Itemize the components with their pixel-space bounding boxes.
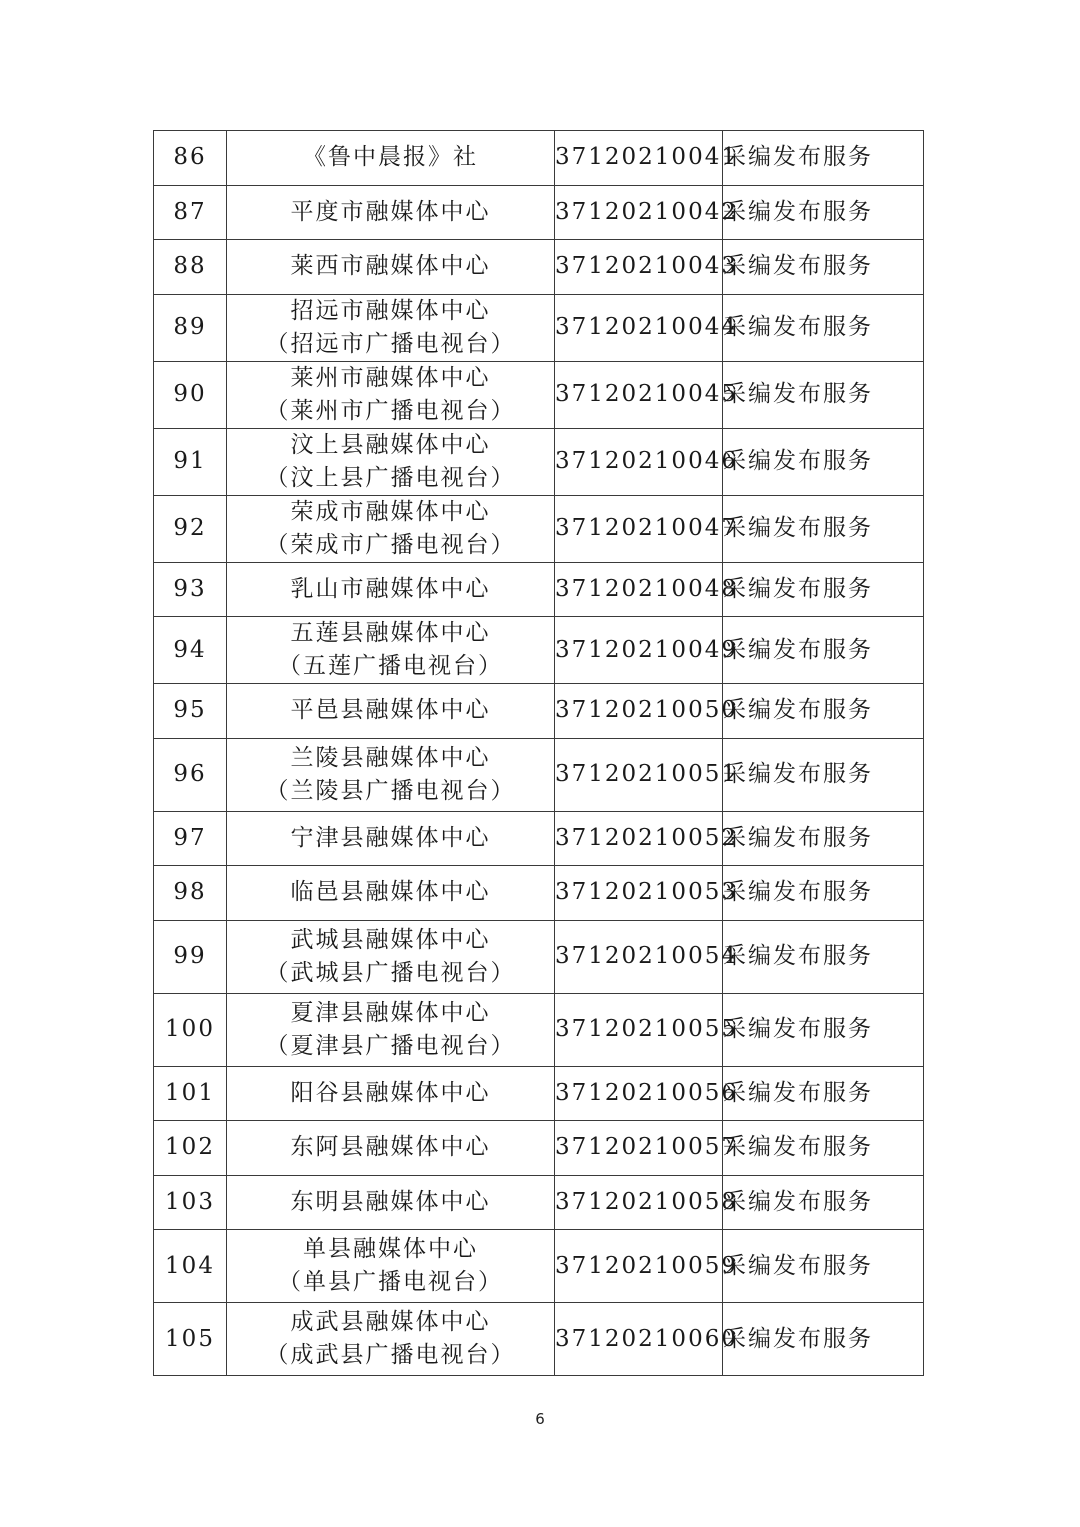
organization-name bbox=[227, 361, 555, 428]
license-code: 37120210041 bbox=[555, 131, 723, 186]
organization-name-line: 东阿县融媒体中心 bbox=[290, 1134, 491, 1161]
organization-alias-line: （单县广播电视台） bbox=[278, 1269, 503, 1295]
service-type: 采编发布服务 bbox=[723, 684, 924, 739]
table-row bbox=[154, 361, 924, 428]
service-type: 采编发布服务 bbox=[723, 866, 924, 921]
organization-name bbox=[227, 866, 555, 921]
license-code: 37120210047 bbox=[555, 495, 723, 562]
organization-alias-line: （武城县广播电视台） bbox=[265, 959, 516, 986]
organization-name bbox=[227, 1303, 555, 1376]
row-number: 95 bbox=[154, 684, 227, 739]
row-number: 96 bbox=[154, 738, 227, 811]
organization-name bbox=[227, 617, 555, 684]
row-number: 99 bbox=[154, 920, 227, 993]
organization-alias-line: （荣成市广播电视台） bbox=[265, 531, 516, 558]
table-row bbox=[154, 684, 924, 739]
organization-alias-line: （夏津县广播电视台） bbox=[265, 1032, 516, 1059]
organization-name bbox=[227, 428, 555, 495]
service-type: 采编发布服务 bbox=[723, 738, 924, 811]
license-code: 37120210049 bbox=[555, 617, 723, 684]
row-number: 103 bbox=[154, 1175, 227, 1230]
table-row bbox=[154, 562, 924, 617]
license-code: 37120210045 bbox=[555, 361, 723, 428]
organization-name-line: 单县融媒体中心 bbox=[303, 1236, 478, 1262]
row-number: 105 bbox=[154, 1303, 227, 1376]
service-type: 采编发布服务 bbox=[723, 185, 924, 240]
table-row bbox=[154, 738, 924, 811]
service-type: 采编发布服务 bbox=[723, 361, 924, 428]
organization-name bbox=[227, 294, 555, 361]
row-number: 87 bbox=[154, 185, 227, 240]
license-code: 37120210048 bbox=[555, 562, 723, 617]
organization-name-line: 夏津县融媒体中心 bbox=[290, 999, 491, 1026]
license-code: 37120210046 bbox=[555, 428, 723, 495]
organization-alias-line: （成武县广播电视台） bbox=[265, 1342, 516, 1368]
service-type: 采编发布服务 bbox=[723, 1066, 924, 1121]
row-number: 91 bbox=[154, 428, 227, 495]
license-code: 37120210042 bbox=[555, 185, 723, 240]
organization-name bbox=[227, 811, 555, 866]
row-number: 90 bbox=[154, 361, 227, 428]
table-row bbox=[154, 811, 924, 866]
row-number: 86 bbox=[154, 131, 227, 186]
organization-alias-line: （汶上县广播电视台） bbox=[265, 464, 516, 491]
table-row bbox=[154, 1303, 924, 1376]
organization-name-line: 五莲县融媒体中心 bbox=[290, 620, 491, 646]
organization-name-line: 汶上县融媒体中心 bbox=[290, 431, 491, 458]
organization-name bbox=[227, 738, 555, 811]
service-type: 采编发布服务 bbox=[723, 1121, 924, 1176]
service-type: 采编发布服务 bbox=[723, 562, 924, 617]
service-type: 采编发布服务 bbox=[723, 294, 924, 361]
license-code: 37120210055 bbox=[555, 993, 723, 1066]
organization-name bbox=[227, 562, 555, 617]
organization-name bbox=[227, 684, 555, 739]
row-number: 100 bbox=[154, 993, 227, 1066]
service-type: 采编发布服务 bbox=[723, 617, 924, 684]
row-number: 88 bbox=[154, 240, 227, 295]
organization-name-line: 平邑县融媒体中心 bbox=[290, 697, 491, 724]
table-row bbox=[154, 240, 924, 295]
table-row bbox=[154, 1066, 924, 1121]
row-number: 98 bbox=[154, 866, 227, 921]
row-number: 97 bbox=[154, 811, 227, 866]
row-number: 93 bbox=[154, 562, 227, 617]
service-type: 采编发布服务 bbox=[723, 1175, 924, 1230]
service-type: 采编发布服务 bbox=[723, 1303, 924, 1376]
organization-name bbox=[227, 131, 555, 186]
organization-name-line: 《鲁中晨报》社 bbox=[303, 144, 478, 171]
organization-name-line: 莱西市融媒体中心 bbox=[290, 253, 491, 280]
service-type: 采编发布服务 bbox=[723, 428, 924, 495]
organization-alias-line: （五莲广播电视台） bbox=[278, 653, 503, 679]
table-row bbox=[154, 495, 924, 562]
service-type: 采编发布服务 bbox=[723, 1230, 924, 1303]
license-code: 37120210050 bbox=[555, 684, 723, 739]
table-row bbox=[154, 1121, 924, 1176]
organization-name-line: 临邑县融媒体中心 bbox=[290, 879, 491, 906]
row-number: 101 bbox=[154, 1066, 227, 1121]
table-row bbox=[154, 993, 924, 1066]
row-number: 89 bbox=[154, 294, 227, 361]
row-number: 102 bbox=[154, 1121, 227, 1176]
license-code: 37120210060 bbox=[555, 1303, 723, 1376]
table-row bbox=[154, 1175, 924, 1230]
row-number: 94 bbox=[154, 617, 227, 684]
registry-table bbox=[153, 130, 924, 1376]
table-row bbox=[154, 920, 924, 993]
service-type: 采编发布服务 bbox=[723, 920, 924, 993]
organization-alias-line: （招远市广播电视台） bbox=[265, 330, 516, 357]
page-number: 6 bbox=[535, 1410, 545, 1428]
organization-name bbox=[227, 1121, 555, 1176]
organization-name bbox=[227, 993, 555, 1066]
organization-name bbox=[227, 920, 555, 993]
organization-name-line: 武城县融媒体中心 bbox=[290, 926, 491, 953]
table-row bbox=[154, 185, 924, 240]
table-row bbox=[154, 131, 924, 186]
table-row bbox=[154, 428, 924, 495]
organization-name-line: 莱州市融媒体中心 bbox=[290, 364, 491, 391]
license-code: 37120210044 bbox=[555, 294, 723, 361]
license-code: 37120210056 bbox=[555, 1066, 723, 1121]
organization-name bbox=[227, 1175, 555, 1230]
row-number: 92 bbox=[154, 495, 227, 562]
organization-name-line: 平度市融媒体中心 bbox=[290, 198, 491, 225]
table-row bbox=[154, 1230, 924, 1303]
organization-name-line: 招远市融媒体中心 bbox=[290, 297, 491, 324]
license-code: 37120210043 bbox=[555, 240, 723, 295]
table-row bbox=[154, 294, 924, 361]
organization-name-line: 宁津县融媒体中心 bbox=[290, 824, 491, 851]
organization-name bbox=[227, 240, 555, 295]
organization-name bbox=[227, 185, 555, 240]
license-code: 37120210059 bbox=[555, 1230, 723, 1303]
organization-alias-line: （莱州市广播电视台） bbox=[265, 397, 516, 424]
license-code: 37120210058 bbox=[555, 1175, 723, 1230]
table-row bbox=[154, 617, 924, 684]
license-code: 37120210051 bbox=[555, 738, 723, 811]
service-type: 采编发布服务 bbox=[723, 495, 924, 562]
license-code: 37120210052 bbox=[555, 811, 723, 866]
organization-name-line: 成武县融媒体中心 bbox=[290, 1309, 491, 1335]
organization-name-line: 东明县融媒体中心 bbox=[290, 1188, 491, 1215]
organization-name bbox=[227, 1066, 555, 1121]
organization-name-line: 阳谷县融媒体中心 bbox=[290, 1079, 491, 1106]
organization-name bbox=[227, 495, 555, 562]
table-row bbox=[154, 866, 924, 921]
organization-name-line: 乳山市融媒体中心 bbox=[290, 575, 491, 602]
service-type: 采编发布服务 bbox=[723, 811, 924, 866]
license-code: 37120210057 bbox=[555, 1121, 723, 1176]
service-type: 采编发布服务 bbox=[723, 993, 924, 1066]
row-number: 104 bbox=[154, 1230, 227, 1303]
license-code: 37120210054 bbox=[555, 920, 723, 993]
registry-table-body bbox=[154, 131, 924, 1376]
license-code: 37120210053 bbox=[555, 866, 723, 921]
organization-name-line: 兰陵县融媒体中心 bbox=[290, 744, 491, 771]
service-type: 采编发布服务 bbox=[723, 131, 924, 186]
organization-alias-line: （兰陵县广播电视台） bbox=[265, 777, 516, 804]
organization-name bbox=[227, 1230, 555, 1303]
service-type: 采编发布服务 bbox=[723, 240, 924, 295]
organization-name-line: 荣成市融媒体中心 bbox=[290, 498, 491, 525]
